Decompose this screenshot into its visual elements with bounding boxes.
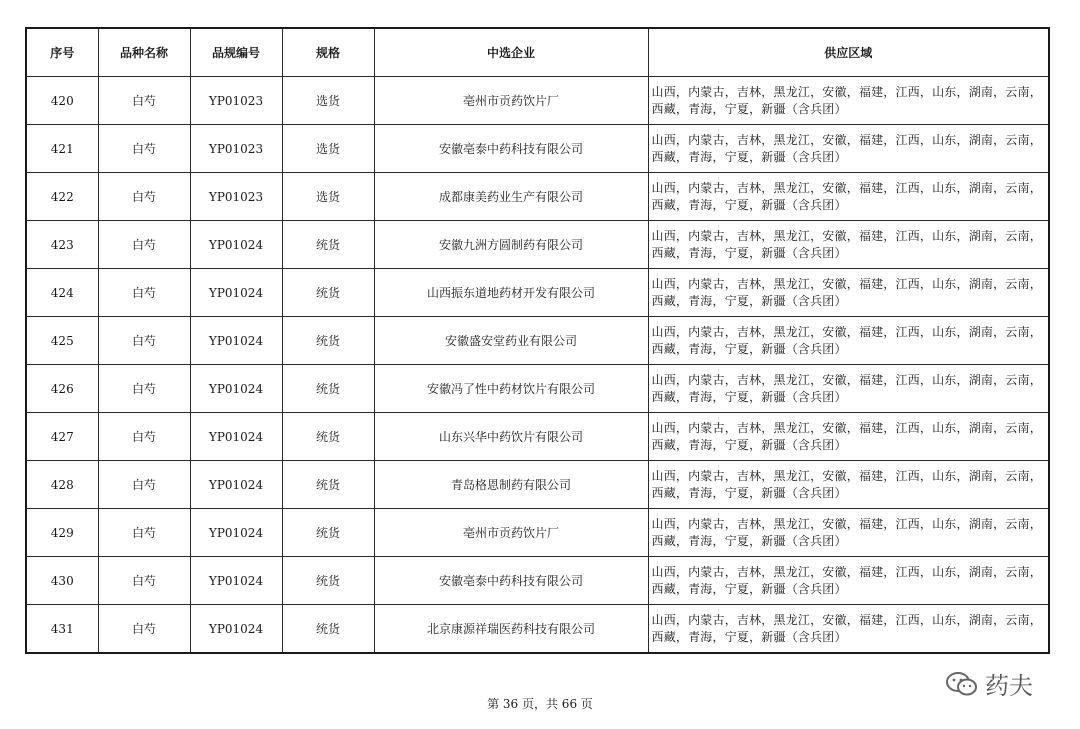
cell-name: 白芍	[98, 461, 190, 509]
cell-no: 420	[26, 77, 98, 125]
table-row	[26, 557, 1049, 605]
cell-name: 白芍	[98, 365, 190, 413]
cell-company: 北京康源祥瑞医药科技有限公司	[374, 605, 648, 654]
cell-company: 安徽九洲方圆制药有限公司	[374, 221, 648, 269]
cell-name: 白芍	[98, 605, 190, 654]
cell-code: YP01024	[190, 365, 282, 413]
cell-no: 430	[26, 557, 98, 605]
watermark	[945, 666, 1033, 701]
table-row	[26, 605, 1049, 654]
cell-no: 428	[26, 461, 98, 509]
watermark-text: 药夫	[985, 672, 1033, 700]
table-row	[26, 413, 1049, 461]
cell-region: 山西，内蒙古，吉林，黑龙江，安徽，福建，江西，山东，湖南，云南，西藏，青海，宁夏，新疆（含兵团）	[648, 125, 1049, 173]
cell-name: 白芍	[98, 125, 190, 173]
cell-region: 山西，内蒙古，吉林，黑龙江，安徽，福建，江西，山东，湖南，云南，西藏，青海，宁夏，新疆（含兵团）	[648, 605, 1049, 654]
cell-company: 亳州市贡药饮片厂	[374, 509, 648, 557]
wechat-icon	[945, 670, 979, 698]
page-number: 第 36 页，共 66 页	[487, 697, 593, 711]
cell-company: 成都康美药业生产有限公司	[374, 173, 648, 221]
cell-code: YP01024	[190, 413, 282, 461]
cell-company: 山西振东道地药材开发有限公司	[374, 269, 648, 317]
cell-name: 白芍	[98, 557, 190, 605]
table-row	[26, 173, 1049, 221]
cell-spec: 统货	[282, 365, 374, 413]
cell-name: 白芍	[98, 173, 190, 221]
cell-company: 安徽亳泰中药科技有限公司	[374, 125, 648, 173]
cell-no: 425	[26, 317, 98, 365]
cell-spec: 统货	[282, 269, 374, 317]
cell-name: 白芍	[98, 77, 190, 125]
cell-spec: 统货	[282, 317, 374, 365]
cell-code: YP01023	[190, 173, 282, 221]
cell-code: YP01024	[190, 557, 282, 605]
procurement-table-container	[25, 27, 1048, 654]
cell-code: YP01023	[190, 77, 282, 125]
cell-region: 山西，内蒙古，吉林，黑龙江，安徽，福建，江西，山东，湖南，云南，西藏，青海，宁夏，新疆（含兵团）	[648, 509, 1049, 557]
cell-code: YP01024	[190, 605, 282, 654]
cell-no: 422	[26, 173, 98, 221]
cell-region: 山西，内蒙古，吉林，黑龙江，安徽，福建，江西，山东，湖南，云南，西藏，青海，宁夏，新疆（含兵团）	[648, 461, 1049, 509]
cell-name: 白芍	[98, 221, 190, 269]
cell-spec: 选货	[282, 125, 374, 173]
cell-spec: 选货	[282, 77, 374, 125]
cell-spec: 统货	[282, 461, 374, 509]
cell-company: 青岛格恩制药有限公司	[374, 461, 648, 509]
cell-name: 白芍	[98, 509, 190, 557]
table-row	[26, 221, 1049, 269]
cell-region: 山西，内蒙古，吉林，黑龙江，安徽，福建，江西，山东，湖南，云南，西藏，青海，宁夏，新疆（含兵团）	[648, 557, 1049, 605]
cell-region: 山西，内蒙古，吉林，黑龙江，安徽，福建，江西，山东，湖南，云南，西藏，青海，宁夏，新疆（含兵团）	[648, 221, 1049, 269]
cell-code: YP01024	[190, 269, 282, 317]
table-row	[26, 125, 1049, 173]
cell-spec: 选货	[282, 173, 374, 221]
table-row	[26, 461, 1049, 509]
cell-code: YP01024	[190, 461, 282, 509]
cell-no: 423	[26, 221, 98, 269]
header-company: 中选企业	[374, 28, 648, 77]
cell-no: 421	[26, 125, 98, 173]
table-row	[26, 365, 1049, 413]
header-region: 供应区域	[648, 28, 1049, 77]
cell-company: 安徽冯了性中药材饮片有限公司	[374, 365, 648, 413]
cell-region: 山西，内蒙古，吉林，黑龙江，安徽，福建，江西，山东，湖南，云南，西藏，青海，宁夏，新疆（含兵团）	[648, 173, 1049, 221]
table-row	[26, 269, 1049, 317]
cell-region: 山西，内蒙古，吉林，黑龙江，安徽，福建，江西，山东，湖南，云南，西藏，青海，宁夏，新疆（含兵团）	[648, 77, 1049, 125]
cell-region: 山西，内蒙古，吉林，黑龙江，安徽，福建，江西，山东，湖南，云南，西藏，青海，宁夏，新疆（含兵团）	[648, 413, 1049, 461]
cell-company: 安徽亳泰中药科技有限公司	[374, 557, 648, 605]
cell-name: 白芍	[98, 413, 190, 461]
cell-spec: 统货	[282, 557, 374, 605]
cell-no: 424	[26, 269, 98, 317]
cell-name: 白芍	[98, 269, 190, 317]
cell-company: 安徽盛安堂药业有限公司	[374, 317, 648, 365]
cell-spec: 统货	[282, 605, 374, 654]
table-row	[26, 509, 1049, 557]
cell-no: 427	[26, 413, 98, 461]
header-spec: 规格	[282, 28, 374, 77]
cell-no: 426	[26, 365, 98, 413]
table-header-row	[26, 28, 1049, 77]
header-no: 序号	[26, 28, 98, 77]
cell-code: YP01024	[190, 509, 282, 557]
cell-code: YP01024	[190, 221, 282, 269]
cell-spec: 统货	[282, 221, 374, 269]
table-row	[26, 317, 1049, 365]
cell-spec: 统货	[282, 509, 374, 557]
cell-company: 亳州市贡药饮片厂	[374, 77, 648, 125]
cell-name: 白芍	[98, 317, 190, 365]
cell-no: 429	[26, 509, 98, 557]
cell-region: 山西，内蒙古，吉林，黑龙江，安徽，福建，江西，山东，湖南，云南，西藏，青海，宁夏，新疆（含兵团）	[648, 365, 1049, 413]
procurement-table	[25, 27, 1050, 654]
cell-code: YP01023	[190, 125, 282, 173]
header-name: 品种名称	[98, 28, 190, 77]
header-code: 品规编号	[190, 28, 282, 77]
table-row	[26, 77, 1049, 125]
cell-spec: 统货	[282, 413, 374, 461]
cell-no: 431	[26, 605, 98, 654]
cell-region: 山西，内蒙古，吉林，黑龙江，安徽，福建，江西，山东，湖南，云南，西藏，青海，宁夏，新疆（含兵团）	[648, 269, 1049, 317]
cell-region: 山西，内蒙古，吉林，黑龙江，安徽，福建，江西，山东，湖南，云南，西藏，青海，宁夏，新疆（含兵团）	[648, 317, 1049, 365]
cell-code: YP01024	[190, 317, 282, 365]
cell-company: 山东兴华中药饮片有限公司	[374, 413, 648, 461]
